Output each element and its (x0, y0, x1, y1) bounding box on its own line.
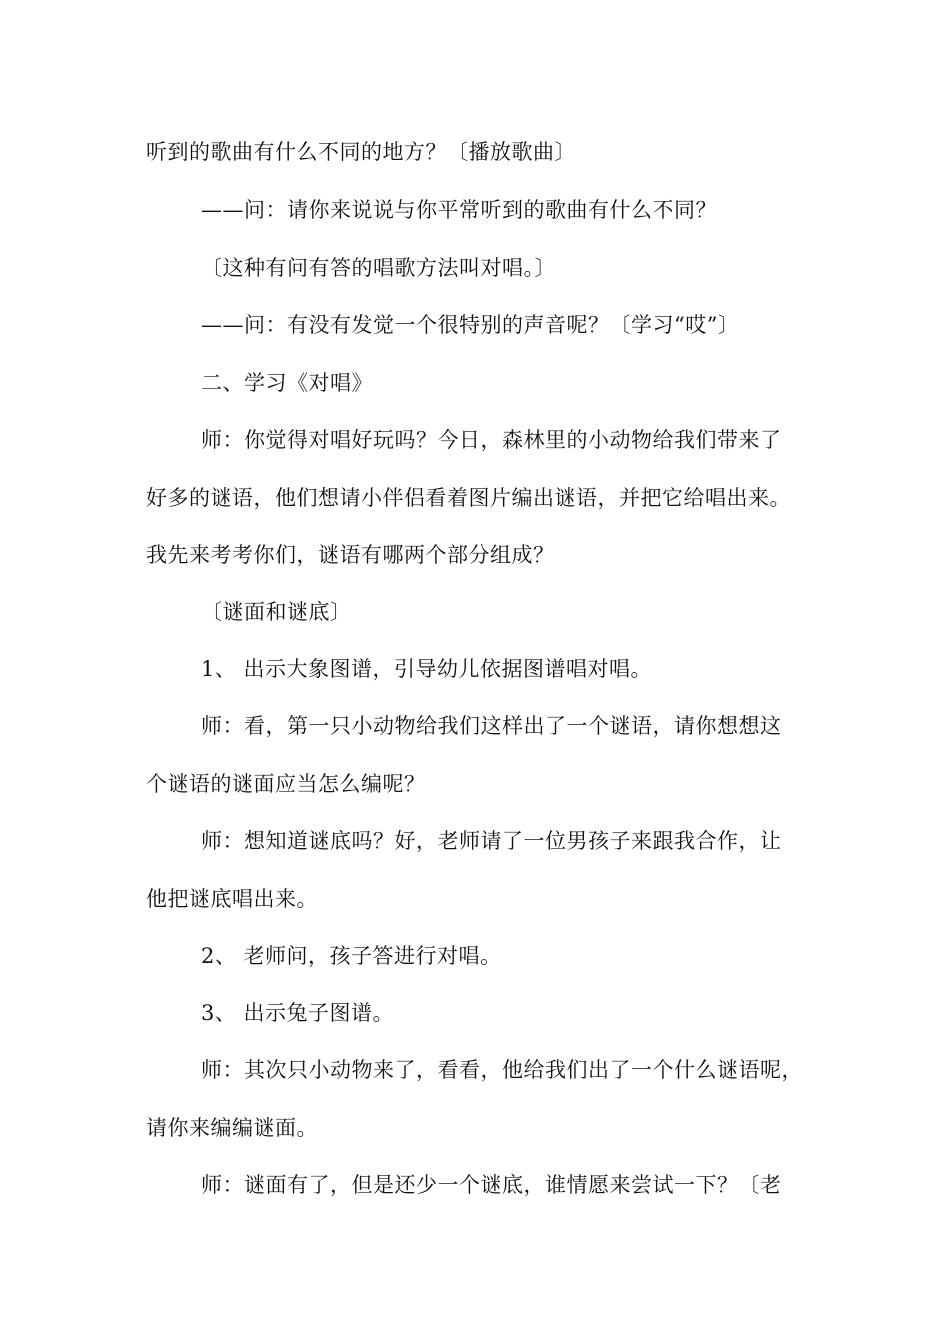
text-line: 我先来考考你们，谜语有哪两个部分组成？ (146, 543, 555, 567)
text-line: 师：你觉得对唱好玩吗？今日，森林里的小动物给我们带来了 (201, 428, 782, 452)
text-line: 好多的谜语，他们想请小伴侣看着图片编出谜语，并把它给唱出来。 (146, 486, 791, 510)
text-line: 〔谜面和谜底〕 (201, 600, 352, 624)
text-line: 他把谜底唱出来。 (146, 887, 318, 911)
text-line: 师：其次只小动物来了，看看，他给我们出了一个什么谜语呢， (201, 1058, 803, 1082)
text-line: 师：想知道谜底吗？好，老师请了一位男孩子来跟我合作，让 (201, 829, 782, 853)
text-line: 〔这种有问有答的唱歌方法叫对唱。〕 (201, 256, 556, 280)
list-item: 2、 老师问，孩子答进行对唱。 (201, 944, 502, 968)
text-line: 师：谜面有了，但是还少一个谜底，谁情愿来尝试一下？〔老 (201, 1173, 782, 1197)
text-line: ——问：有没有发觉一个很特别的声音呢？〔学习“哎”〕 (201, 313, 740, 337)
list-item: 3、 出示兔子图谱。 (201, 1001, 395, 1025)
text-line: 师：看，第一只小动物给我们这样出了一个谜语，请你想想这 (201, 714, 782, 738)
text-line: 听到的歌曲有什么不同的地方？〔播放歌曲〕 (146, 140, 576, 164)
text-line: 请你来编编谜面。 (146, 1116, 318, 1140)
section-heading: 二、学习《对唱》 (201, 371, 373, 395)
text-line: ——问：请你来说说与你平常听到的歌曲有什么不同？ (201, 198, 717, 222)
list-item: 1、 出示大象图谱，引导幼儿依据图谱唱对唱。 (201, 657, 653, 681)
text-line: 个谜语的谜面应当怎么编呢？ (146, 772, 426, 796)
